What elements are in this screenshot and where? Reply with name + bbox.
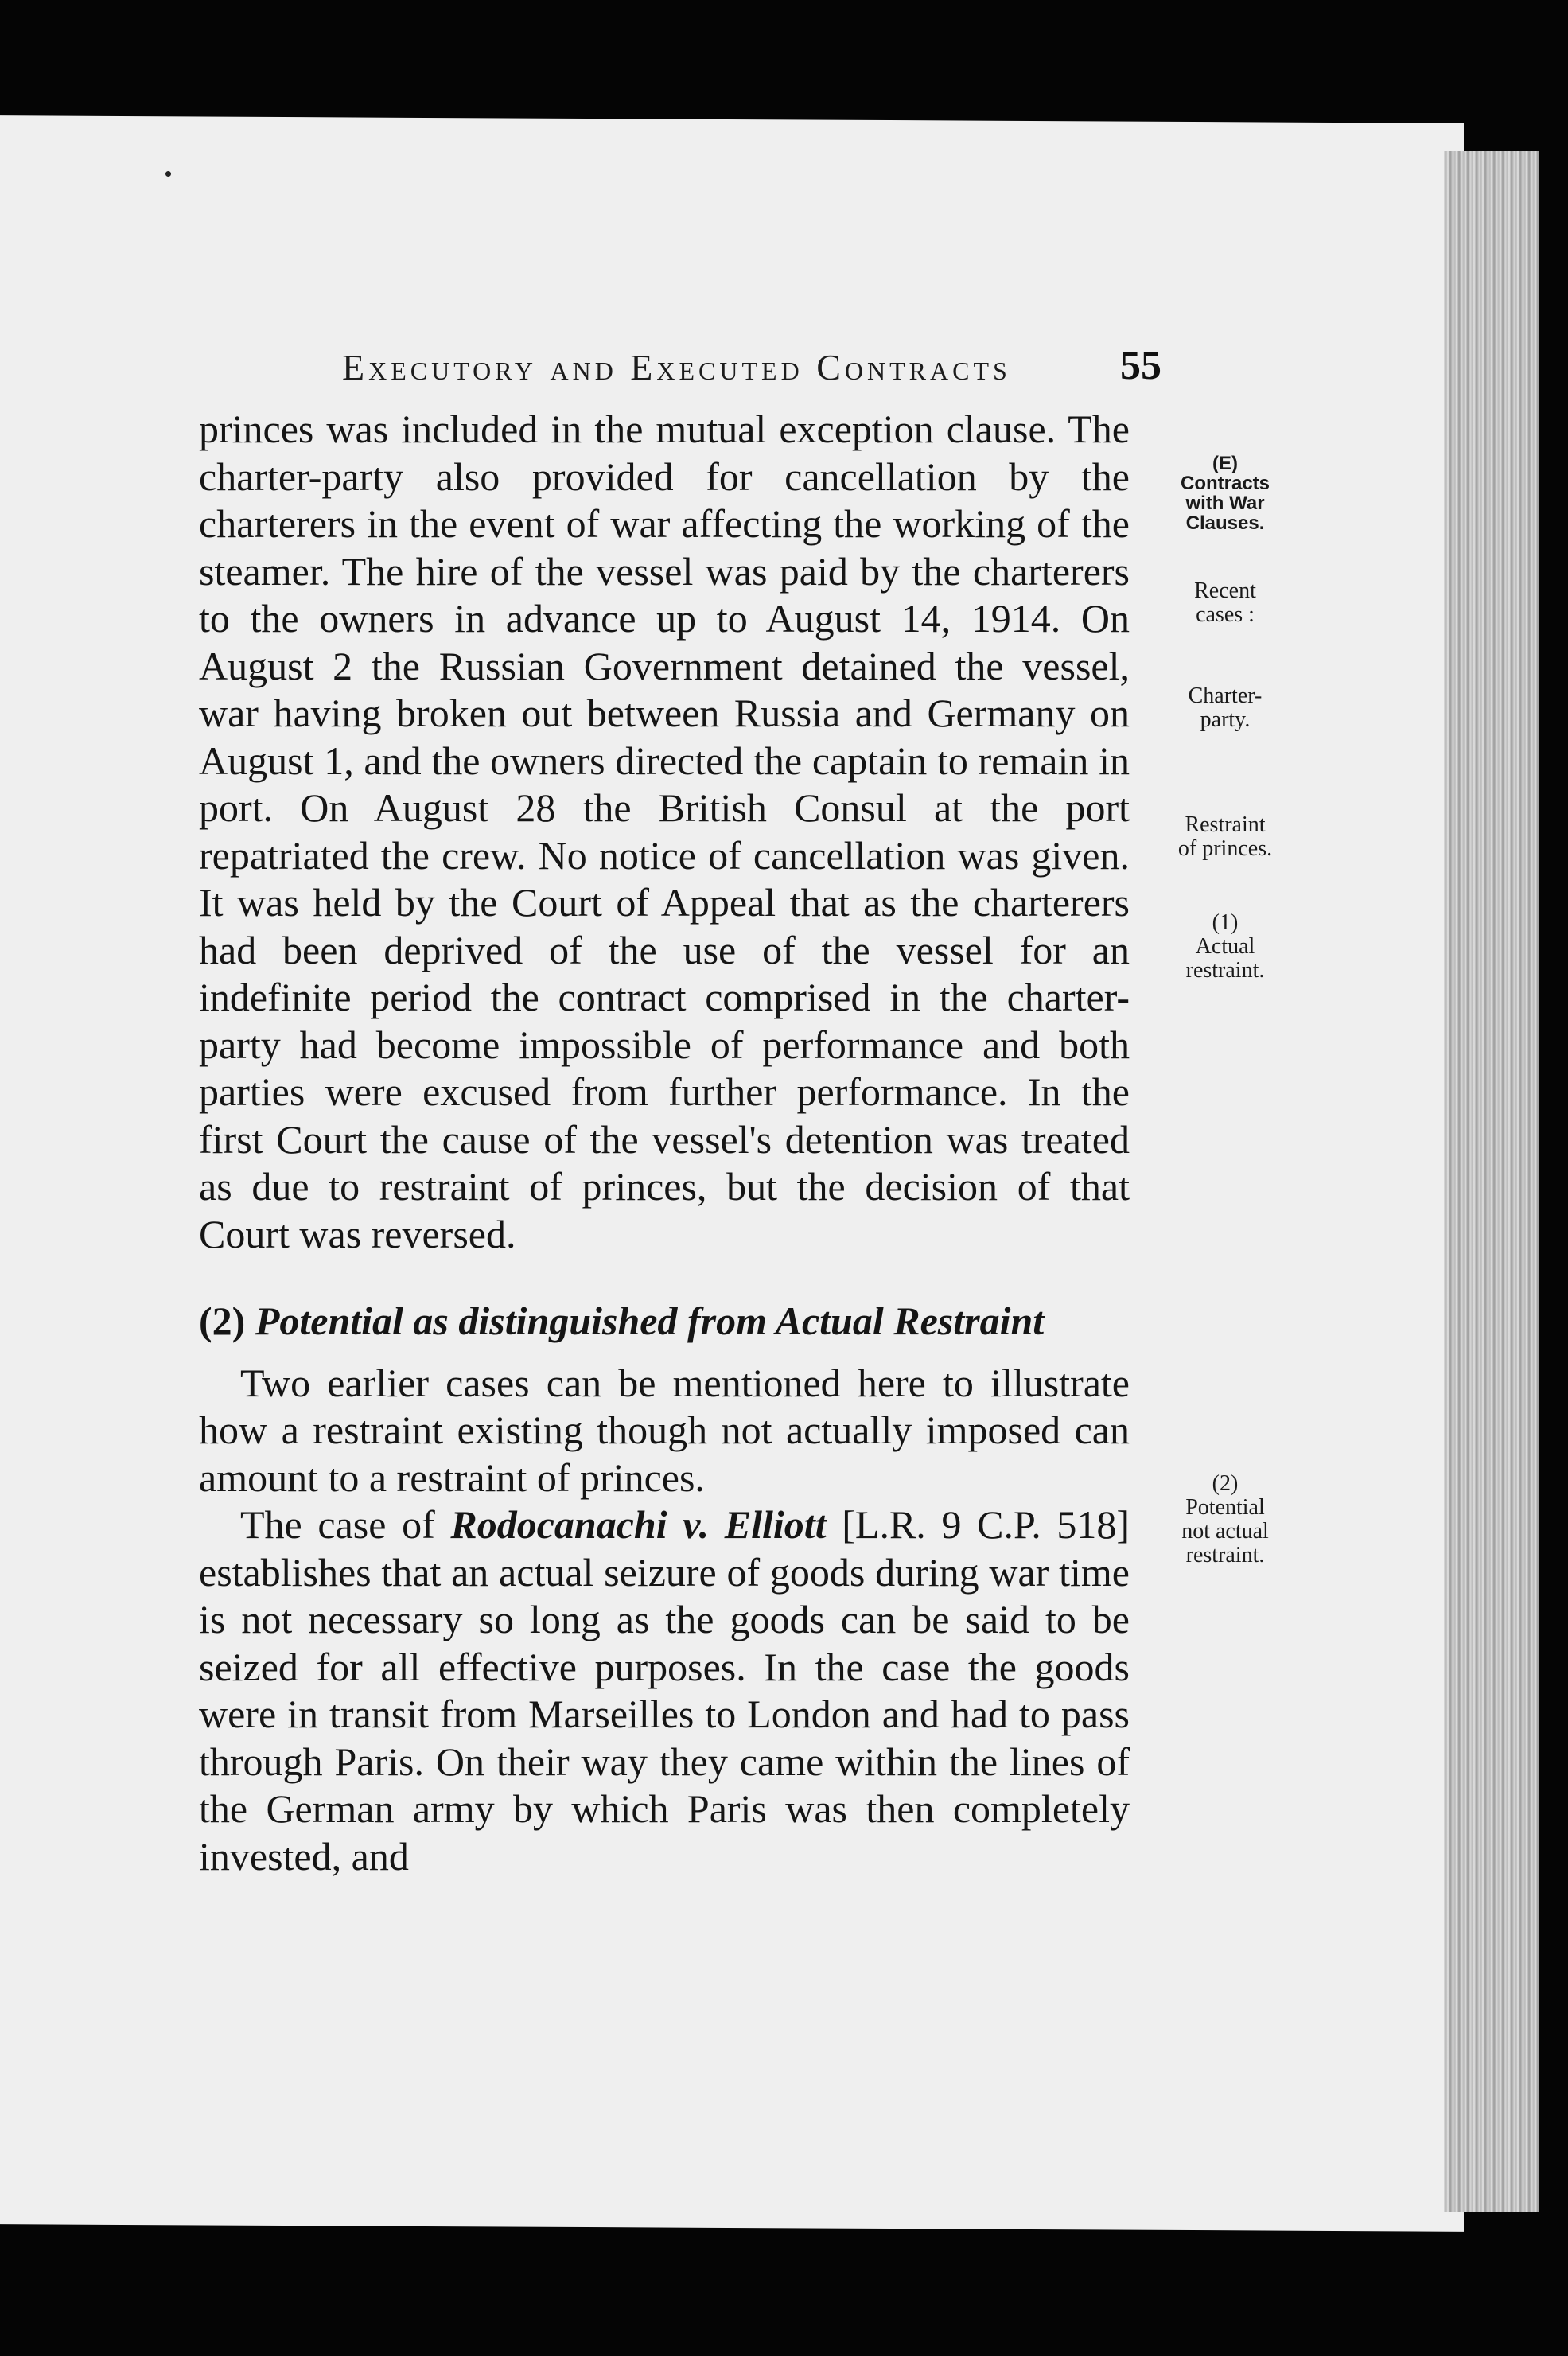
body-text [199,406,1130,1880]
paragraph-3 [199,1501,1130,1880]
paragraph-3-start: The case of [240,1502,451,1547]
page-number: 55 [1120,343,1161,388]
paragraph-1: princes was included in the mutual exception clause. The charter-party also provided for cancellation by the charterers in the event of war affecting the working of the steamer. The hire of the vessel was paid by the charterers to the owners in advance up to August 14, 1914. On August 2 the Russian Government detained the vessel, war having broken out between Russia and Germany on August 1, and the owners directed the captain to remain in port. On August 28 the British Consul at the port repatriated the crew. No notice of cancellation was given. It was held by the Court of Appeal that as the charterers had been deprived of the use of the vessel for an indefinite period the contract comprised in the charter-party had become impossible of performance and both parties were excused from further performance. In the first Court the cause of the vessel's detention was treated as due to restraint of princes, but the decision of that Court was reversed. [199,407,1130,1256]
ink-speck [165,171,171,177]
section-heading [199,1298,1130,1345]
margin-note-potential-restraint: (2) Potential not actual restraint. [1181,1471,1269,1567]
margin-note-charter-party: Charter- party. [1188,683,1263,732]
section-heading-number: (2) [199,1299,246,1343]
case-name: Rodocanachi v. Elliott [450,1502,827,1547]
margin-note-actual-restraint: (1) Actual restraint. [1185,910,1265,983]
margin-note-contracts-war-clauses: (E) Contracts with War Clauses. [1180,453,1270,534]
paragraph-3-rest: [L.R. 9 C.P. 518] establishes that an actual seizure of goods during war time is not necessary so long as the goods can be said to be seized for all effective purposes. In the case the goods were in transit from Marseilles to London and had to pass through Paris. On their way they came within the lines of the German army by which Paris was then completely invested, and [199,1502,1130,1879]
page-header [342,342,1161,406]
section-heading-title: Potential as distinguished from Actual Restraint [255,1299,1045,1343]
margin-note-restraint-of-princes: Restraint of princes. [1177,812,1273,861]
page-edges [1444,151,1539,2212]
running-title: Executory and Executed Contracts [342,347,1011,387]
paragraph-2: Two earlier cases can be mentioned here to illustrate how a restraint existing though not actually imposed can amount to a restraint of princes. [199,1360,1130,1500]
margin-note-recent-cases: Recent cases : [1194,578,1256,627]
